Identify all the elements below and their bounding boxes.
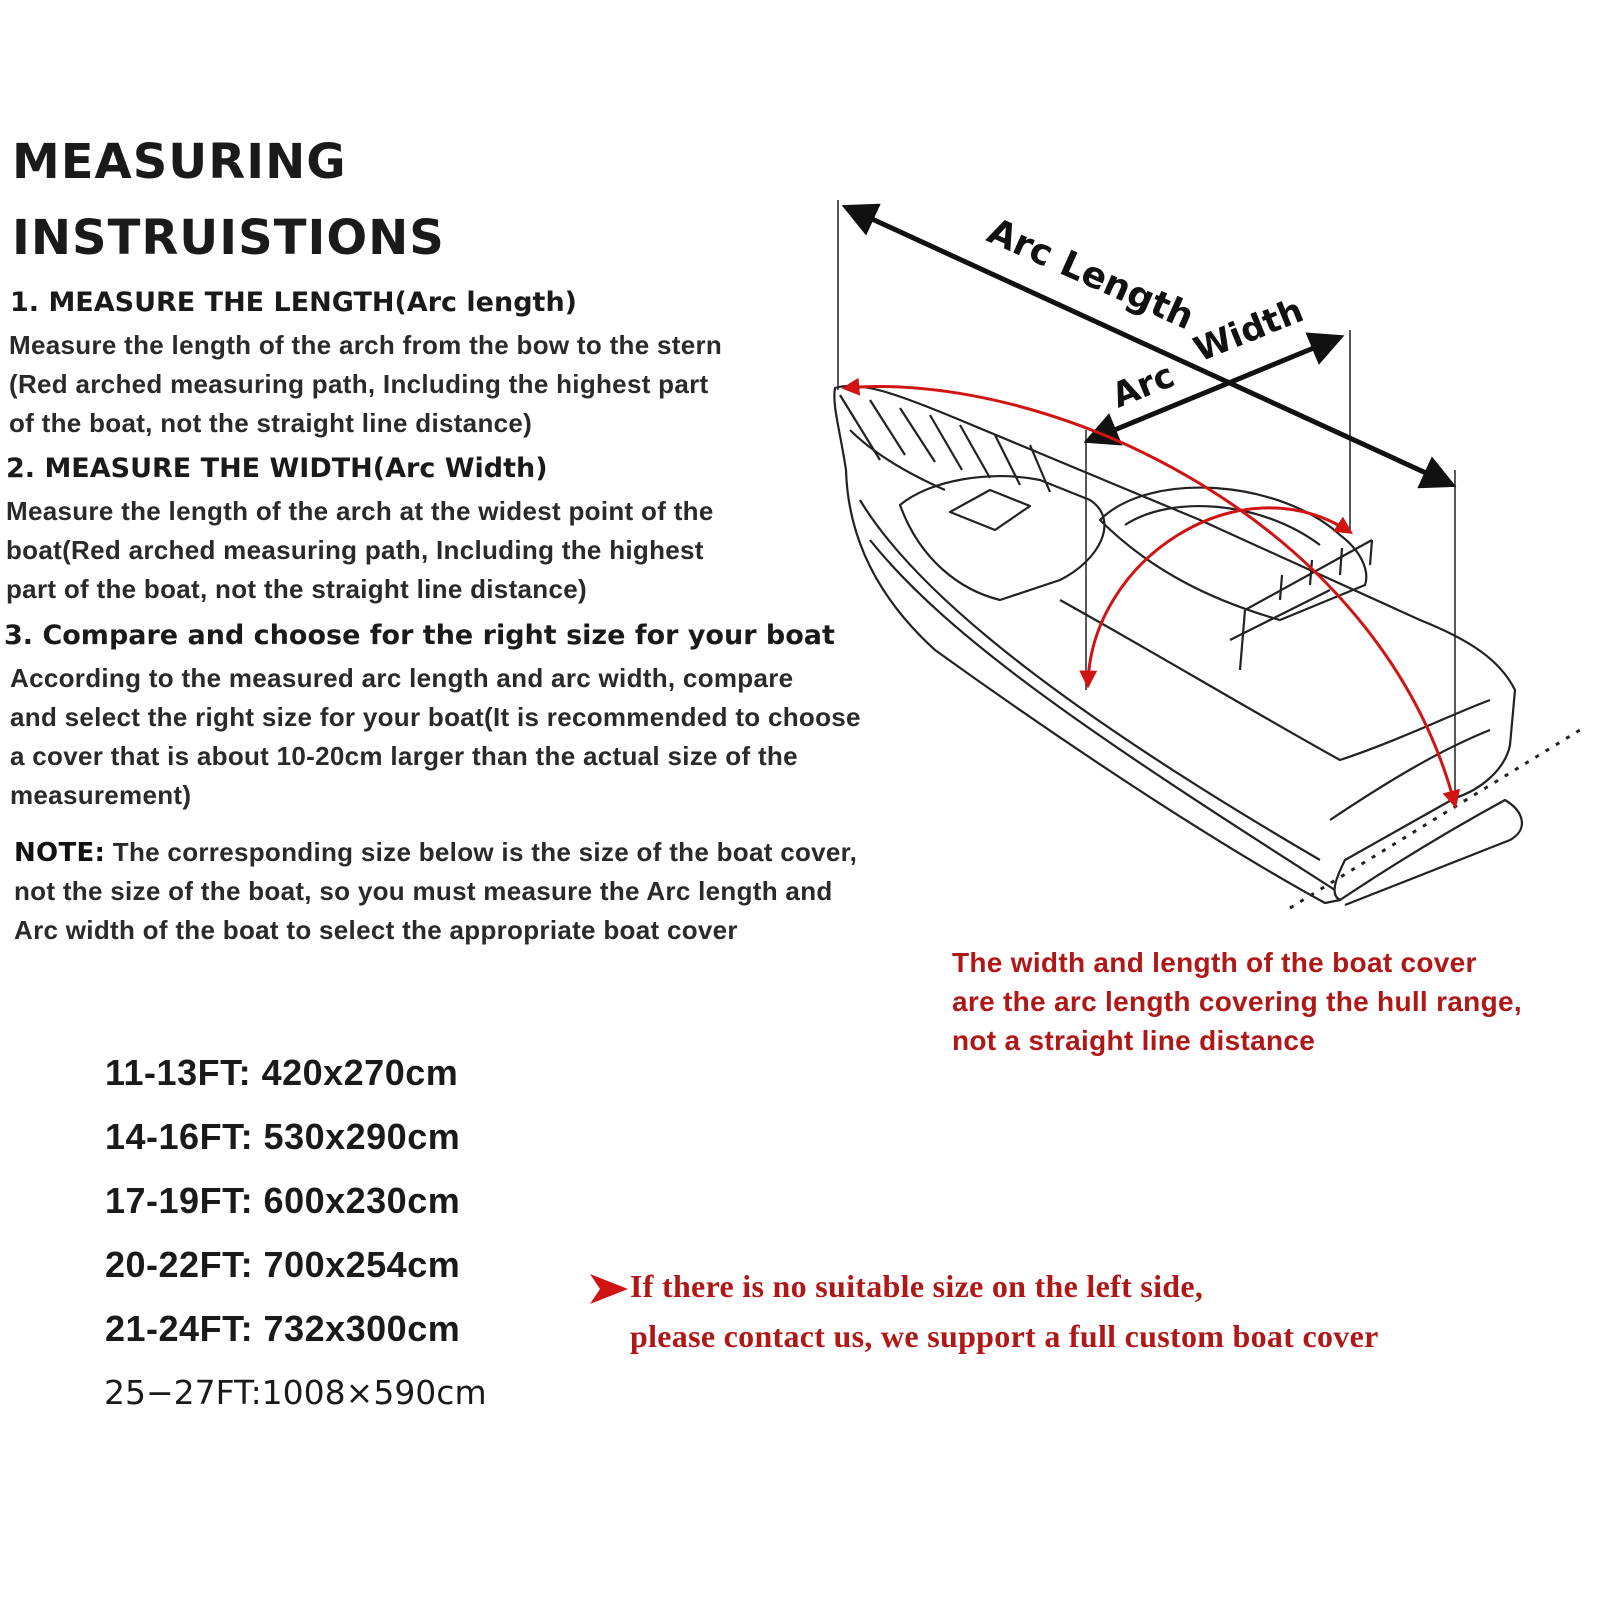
- note-line-2: not the size of the boat, so you must measure the Arc length and: [14, 876, 833, 906]
- size-row: 11-13FT: 420x270cm: [105, 1052, 459, 1093]
- step-3-line: According to the measured arc length and arc width, compare: [10, 663, 794, 693]
- red-note-line: are the arc length covering the hull range,: [952, 986, 1522, 1017]
- step-3-line: measurement): [10, 780, 192, 810]
- arc-width-red-path: [1088, 508, 1350, 685]
- arrowhead-right-icon: [590, 1272, 630, 1306]
- step-1-line: of the boat, not the straight line distance): [9, 408, 533, 438]
- note-line-3: Arc width of the boat to select the appropriate boat cover: [14, 915, 738, 945]
- step-2-line: part of the boat, not the straight line distance): [6, 574, 587, 604]
- size-row: 20-22FT: 700x254cm: [105, 1244, 461, 1285]
- arc-width-label-arc: Arc: [1106, 355, 1181, 417]
- custom-note-line-1: If there is no suitable size on the left side,: [630, 1268, 1204, 1304]
- step-3-heading: 3. Compare and choose for the right size for your boat: [4, 620, 835, 651]
- page-title-line1: MEASURING: [12, 134, 347, 190]
- step-2-line: boat(Red arched measuring path, Including the highest: [6, 535, 704, 565]
- size-row: 25−27FT:1008×590cm: [104, 1373, 487, 1412]
- size-row: 17-19FT: 600x230cm: [105, 1180, 461, 1221]
- arc-width-label-width: Width: [1188, 290, 1310, 371]
- step-1-heading: 1. MEASURE THE LENGTH(Arc length): [10, 287, 577, 318]
- red-note-line: not a straight line distance: [952, 1025, 1316, 1056]
- step-1-line: (Red arched measuring path, Including the highest part: [9, 369, 709, 399]
- step-3-line: a cover that is about 10-20cm larger than the actual size of the: [10, 741, 798, 771]
- step-2-heading: 2. MEASURE THE WIDTH(Arc Width): [6, 453, 548, 484]
- arc-length-arrow: [848, 208, 1450, 484]
- size-row: 14-16FT: 530x290cm: [105, 1116, 461, 1157]
- boat-hull: [834, 386, 1522, 905]
- size-row: 21-24FT: 732x300cm: [105, 1308, 461, 1349]
- custom-note-line-2: please contact us, we support a full custom boat cover: [630, 1318, 1379, 1354]
- arc-length-red-path: [845, 387, 1455, 805]
- page-title-line2: INSTRUISTIONS: [12, 210, 445, 266]
- arc-length-label: Arc Length: [981, 210, 1200, 339]
- red-note-line: The width and length of the boat cover: [952, 947, 1477, 978]
- step-3-line: and select the right size for your boat(It is recommended to choose: [10, 702, 861, 732]
- note-label: NOTE:: [14, 838, 106, 868]
- note-text: The corresponding size below is the size of the boat cover,: [105, 837, 858, 867]
- step-2-line: Measure the length of the arch at the widest point of the: [6, 496, 714, 526]
- step-1-line: Measure the length of the arch from the bow to the stern: [9, 330, 723, 360]
